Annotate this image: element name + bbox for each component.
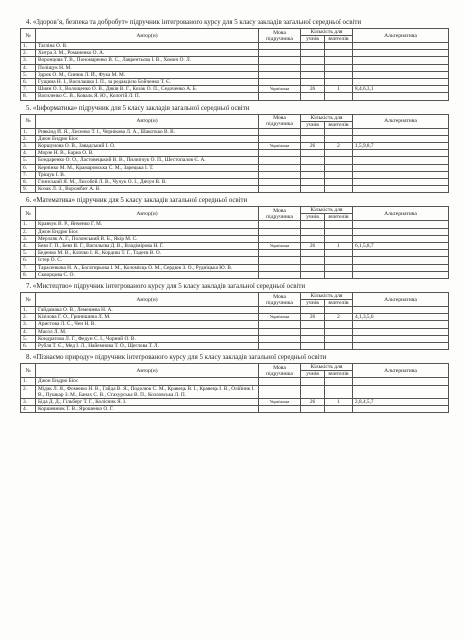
- row-number: 6.: [21, 257, 36, 264]
- alternative-cell: 2,8,4,5,7: [353, 398, 449, 405]
- book-table: [20, 206, 449, 279]
- row-number: 6.: [21, 79, 36, 86]
- row-number: 3.: [21, 143, 36, 150]
- language-cell: [259, 257, 301, 264]
- row-number: 7.: [21, 86, 36, 93]
- row-number: 4.: [21, 150, 36, 157]
- teachers-count: [325, 264, 353, 271]
- row-number: 2.: [21, 314, 36, 321]
- teachers-count: [325, 43, 353, 50]
- row-number: 1.: [21, 43, 36, 50]
- section: [20, 354, 450, 413]
- alternative-cell: 8,4,6,3,1: [353, 86, 449, 93]
- language-cell: [259, 50, 301, 57]
- language-cell: [259, 307, 301, 314]
- header-language: Мова підручника: [259, 364, 301, 378]
- alternative-cell: [353, 271, 449, 278]
- table-row: [21, 150, 449, 157]
- language-cell: [259, 179, 301, 186]
- alternative-cell: [353, 157, 449, 164]
- alternative-cell: [353, 257, 449, 264]
- teachers-count: [325, 171, 353, 178]
- table-row: [21, 271, 449, 278]
- language-cell: [259, 135, 301, 142]
- students-count: [301, 343, 325, 350]
- alternative-cell: [353, 307, 449, 314]
- students-count: [301, 271, 325, 278]
- table-row: [21, 314, 449, 321]
- teachers-count: [325, 64, 353, 71]
- teachers-count: 1: [325, 398, 353, 405]
- alternative-cell: [353, 135, 449, 142]
- language-cell: Українська: [259, 143, 301, 150]
- table-row: [21, 179, 449, 186]
- language-cell: [259, 328, 301, 335]
- students-count: [301, 50, 325, 57]
- table-row: [21, 71, 449, 78]
- teachers-count: [325, 128, 353, 135]
- section-title: 4. «Здоров’я, безпека та добробут» підручник інтегрованого курсу для 5 класу закладів загальної середньої освіти: [26, 19, 362, 26]
- author-cell: Джон Ендрю Біос: [36, 378, 259, 385]
- language-cell: [259, 343, 301, 350]
- row-number: 6.: [21, 164, 36, 171]
- table-row: [21, 221, 449, 228]
- language-cell: [259, 228, 301, 235]
- students-count: [301, 164, 325, 171]
- students-count: [301, 378, 325, 385]
- author-cell: Тагліна О. В.: [36, 43, 259, 50]
- header-alternative: Альтернатива: [353, 364, 449, 378]
- section: [20, 197, 450, 279]
- teachers-count: [325, 321, 353, 328]
- students-count: [301, 221, 325, 228]
- section-title: 8. «Пізнаємо природу» підручник інтегрованого курсу для 5 класу закладів загальної середньої освіти: [26, 354, 327, 362]
- alternative-cell: [353, 93, 449, 100]
- teachers-count: [325, 179, 353, 186]
- teachers-count: [325, 150, 353, 157]
- author-cell: Масол Л. М.: [36, 328, 259, 335]
- teachers-count: 1: [325, 86, 353, 93]
- students-count: [301, 186, 325, 193]
- row-number: 8.: [21, 93, 36, 100]
- alternative-cell: [353, 385, 449, 398]
- author-cell: Здрок О. М., Синюк Л. Й., Фука М. М.: [36, 71, 259, 78]
- alternative-cell: [353, 328, 449, 335]
- language-cell: Українська: [259, 398, 301, 405]
- header-num: №: [21, 364, 36, 378]
- students-count: [301, 250, 325, 257]
- alternative-cell: [353, 228, 449, 235]
- alternative-cell: [353, 79, 449, 86]
- students-count: [301, 128, 325, 135]
- language-cell: [259, 221, 301, 228]
- table-row: [21, 235, 449, 242]
- row-number: 5.: [21, 71, 36, 78]
- row-number: 1.: [21, 378, 36, 385]
- language-cell: [259, 171, 301, 178]
- alternative-cell: [353, 378, 449, 385]
- author-cell: Воронцова Т. В., Пономаренко В. С., Лаврентьєва І. В., Хомич О. Л.: [36, 57, 259, 64]
- teachers-count: [325, 157, 353, 164]
- book-table: [20, 292, 449, 350]
- teachers-count: [325, 328, 353, 335]
- language-cell: [259, 335, 301, 342]
- language-cell: [259, 186, 301, 193]
- author-cell: Кондратова Л. Г., Федун С. І., Чорний О. В.: [36, 335, 259, 342]
- alternative-cell: [353, 179, 449, 186]
- author-cell: Ривкінд Й. Я., Лисенко Т. І., Чернікова Л. А., Шакотько В. В.: [36, 128, 259, 135]
- row-number: 5.: [21, 335, 36, 342]
- students-count: [301, 64, 325, 71]
- header-students: учнів: [301, 300, 325, 307]
- header-num: №: [21, 207, 36, 221]
- alternative-cell: [353, 71, 449, 78]
- header-language: Мова підручника: [259, 293, 301, 307]
- teachers-count: [325, 235, 353, 242]
- header-students: учнів: [301, 121, 325, 128]
- language-cell: [259, 64, 301, 71]
- row-number: 1.: [21, 221, 36, 228]
- teachers-count: [325, 250, 353, 257]
- row-number: 5.: [21, 157, 36, 164]
- row-number: 2.: [21, 50, 36, 57]
- table-row: [21, 86, 449, 93]
- author-cell: Тарасенкова Н. А., Богатирьова І. М., Коломієць О. М., Сердюк З. О., Рудніцька Ю. В.: [36, 264, 259, 271]
- row-number: 7.: [21, 264, 36, 271]
- table-row: [21, 250, 449, 257]
- students-count: 26: [301, 86, 325, 93]
- author-cell: Морзе Н. В., Барна О. В.: [36, 150, 259, 157]
- author-cell: Скворцова С. О.: [36, 271, 259, 278]
- author-cell: Аристова Л. С., Чен Н. В.: [36, 321, 259, 328]
- teachers-count: 2: [325, 314, 353, 321]
- row-number: 3.: [21, 235, 36, 242]
- teachers-count: [325, 228, 353, 235]
- table-row: [21, 378, 449, 385]
- document-page: [20, 19, 450, 417]
- header-language: Мова підручника: [259, 29, 301, 43]
- alternative-cell: [353, 235, 449, 242]
- header-students: учнів: [301, 36, 325, 43]
- alternative-cell: [353, 186, 449, 193]
- row-number: 4.: [21, 328, 36, 335]
- table-row: [21, 93, 449, 100]
- author-cell: Коршунова О. В., Завадський І. О.: [36, 143, 259, 150]
- table-row: [21, 228, 449, 235]
- teachers-count: [325, 406, 353, 413]
- table-row: [21, 321, 449, 328]
- table-row: [21, 50, 449, 57]
- teachers-count: 1: [325, 243, 353, 250]
- students-count: [301, 71, 325, 78]
- header-teachers: вчителів: [325, 36, 353, 43]
- language-cell: [259, 43, 301, 50]
- header-alternative: Альтернатива: [353, 207, 449, 221]
- alternative-cell: [353, 64, 449, 71]
- language-cell: [259, 57, 301, 64]
- table-row: [21, 186, 449, 193]
- language-cell: [259, 157, 301, 164]
- teachers-count: [325, 186, 353, 193]
- table-row: [21, 257, 449, 264]
- header-quantity: Кількість для: [301, 207, 353, 214]
- header-teachers: вчителів: [325, 300, 353, 307]
- header-quantity: Кількість для: [301, 114, 353, 121]
- students-count: [301, 321, 325, 328]
- teachers-count: 2: [325, 143, 353, 150]
- language-cell: [259, 378, 301, 385]
- teachers-count: [325, 135, 353, 142]
- students-count: [301, 264, 325, 271]
- teachers-count: [325, 378, 353, 385]
- table-row: [21, 307, 449, 314]
- language-cell: [259, 164, 301, 171]
- header-students: учнів: [301, 371, 325, 378]
- author-cell: Шиян О. І., Волощенко О. В., Дяків В. Г., Козак О. П., Седоченко А. Б.: [36, 86, 259, 93]
- alternative-cell: 6,1,5,8,7: [353, 243, 449, 250]
- table-row: [21, 385, 449, 398]
- students-count: [301, 93, 325, 100]
- table-row: [21, 157, 449, 164]
- language-cell: [259, 79, 301, 86]
- teachers-count: [325, 335, 353, 342]
- header-num: №: [21, 29, 36, 43]
- table-row: [21, 79, 449, 86]
- students-count: [301, 406, 325, 413]
- table-row: [21, 243, 449, 250]
- section-title: 7. «Мистецтво» підручник інтегрованого курсу для 5 класу закладів загальної середньої освіти: [26, 283, 306, 291]
- author-cell: Козак Л. З., Ворожбит А. В.: [36, 186, 259, 193]
- row-number: 2.: [21, 228, 36, 235]
- alternative-cell: 4,1,3,5,6: [353, 314, 449, 321]
- teachers-count: [325, 385, 353, 398]
- row-number: 4.: [21, 64, 36, 71]
- teachers-count: [325, 343, 353, 350]
- book-table: [20, 363, 449, 413]
- language-cell: Українська: [259, 243, 301, 250]
- teachers-count: [325, 307, 353, 314]
- students-count: [301, 335, 325, 342]
- alternative-cell: [353, 50, 449, 57]
- table-row: [21, 64, 449, 71]
- teachers-count: [325, 271, 353, 278]
- author-cell: Мерзляк А. Г., Полонський В. Б., Якір М. С.: [36, 235, 259, 242]
- header-quantity: Кількість для: [301, 364, 353, 371]
- row-number: 2.: [21, 385, 36, 398]
- header-teachers: вчителів: [325, 121, 353, 128]
- table-row: [21, 343, 449, 350]
- teachers-count: [325, 79, 353, 86]
- section: [20, 283, 450, 350]
- section: [20, 19, 450, 101]
- row-number: 9.: [21, 186, 36, 193]
- students-count: [301, 79, 325, 86]
- author-cell: Коршевнюк Т. В., Ярошенко О. Г.: [36, 406, 259, 413]
- teachers-count: [325, 57, 353, 64]
- table-row: [21, 43, 449, 50]
- students-count: [301, 257, 325, 264]
- header-alternative: Альтернатива: [353, 29, 449, 43]
- language-cell: [259, 271, 301, 278]
- language-cell: [259, 150, 301, 157]
- language-cell: [259, 128, 301, 135]
- language-cell: [259, 264, 301, 271]
- author-cell: Бондаренко О. О., Ластовецький В. В., Пилипчук О. П., Шестопалов Є. А.: [36, 157, 259, 164]
- alternative-cell: 1,5,9,8,7: [353, 143, 449, 150]
- author-cell: Рубля Т. Є., Мед І. Л., Найемнова Т. О., Щеглова Т. Л.: [36, 343, 259, 350]
- students-count: [301, 307, 325, 314]
- row-number: 3.: [21, 321, 36, 328]
- author-cell: Василенко С. В., Коваль Я. Ю., Колотій Л. П.: [36, 93, 259, 100]
- teachers-count: [325, 50, 353, 57]
- header-quantity: Кількість для: [301, 293, 353, 300]
- teachers-count: [325, 71, 353, 78]
- author-cell: Кернінко М. М., Крамаровська С. М., Зарецька І. Т.: [36, 164, 259, 171]
- row-number: 6.: [21, 343, 36, 350]
- students-count: 26: [301, 243, 325, 250]
- students-count: [301, 150, 325, 157]
- author-cell: Джон Ендрю Біос: [36, 135, 259, 142]
- alternative-cell: [353, 343, 449, 350]
- language-cell: [259, 93, 301, 100]
- students-count: 26: [301, 398, 325, 405]
- header-language: Мова підручника: [259, 114, 301, 128]
- header-author: Автор(и): [36, 293, 259, 307]
- table-row: [21, 398, 449, 405]
- alternative-cell: [353, 128, 449, 135]
- table-row: [21, 328, 449, 335]
- header-students: учнів: [301, 214, 325, 221]
- author-cell: Глинський Я. М., Лисобей Л. В., Чучук О. І., Дячун В. В.: [36, 179, 259, 186]
- row-number: 4.: [21, 243, 36, 250]
- language-cell: Українська: [259, 86, 301, 93]
- alternative-cell: [353, 164, 449, 171]
- table-row: [21, 128, 449, 135]
- table-row: [21, 143, 449, 150]
- row-number: 1.: [21, 128, 36, 135]
- alternative-cell: [353, 43, 449, 50]
- language-cell: [259, 71, 301, 78]
- section-title: 5. «Інформатика» підручник для 5 класу закладів загальної середньої освіти: [26, 104, 250, 112]
- table-row: [21, 264, 449, 271]
- students-count: [301, 43, 325, 50]
- row-number: 8.: [21, 179, 36, 186]
- table-row: [21, 335, 449, 342]
- students-count: [301, 179, 325, 186]
- alternative-cell: [353, 171, 449, 178]
- header-teachers: вчителів: [325, 214, 353, 221]
- row-number: 2.: [21, 135, 36, 142]
- alternative-cell: [353, 335, 449, 342]
- header-author: Автор(и): [36, 29, 259, 43]
- table-row: [21, 135, 449, 142]
- teachers-count: [325, 221, 353, 228]
- table-row: [21, 164, 449, 171]
- author-cell: Поліщук Н. М.: [36, 64, 259, 71]
- author-cell: Гущина Н. І., Василашко І. П., за редакцією Бойченко Т. Є.: [36, 79, 259, 86]
- header-quantity: Кількість для: [301, 29, 353, 36]
- students-count: 26: [301, 314, 325, 321]
- header-author: Автор(и): [36, 364, 259, 378]
- book-table: [20, 114, 449, 194]
- row-number: 3.: [21, 57, 36, 64]
- language-cell: Українська: [259, 314, 301, 321]
- header-author: Автор(и): [36, 114, 259, 128]
- section-title: 6. «Математика» підручник для 5 класу закладів загальної середньої освіти: [26, 197, 248, 205]
- author-cell: Бевз Г. П., Бевз В. Г., Васильєва Д. В., Владімірова Н. Г.: [36, 243, 259, 250]
- language-cell: [259, 385, 301, 398]
- students-count: [301, 171, 325, 178]
- alternative-cell: [353, 150, 449, 157]
- alternative-cell: [353, 406, 449, 413]
- alternative-cell: [353, 221, 449, 228]
- language-cell: [259, 235, 301, 242]
- row-number: 8.: [21, 271, 36, 278]
- author-cell: Тріщук І. В.: [36, 171, 259, 178]
- header-alternative: Альтернатива: [353, 114, 449, 128]
- students-count: [301, 328, 325, 335]
- students-count: [301, 385, 325, 398]
- alternative-cell: [353, 321, 449, 328]
- table-row: [21, 57, 449, 64]
- row-number: 1.: [21, 307, 36, 314]
- language-cell: [259, 406, 301, 413]
- students-count: [301, 157, 325, 164]
- students-count: [301, 135, 325, 142]
- header-language: Мова підручника: [259, 207, 301, 221]
- alternative-cell: [353, 264, 449, 271]
- header-author: Автор(и): [36, 207, 259, 221]
- table-row: [21, 171, 449, 178]
- students-count: [301, 235, 325, 242]
- author-cell: Мідак Л. Я., Фоменко Н. В., Гайда В. Я., Подолюк С. М., Кравець В. І., Кравець І. В., Олійник І. В., Пушкар З. М., Банах С. В., Стахурська В. П., Козловська Л. П.: [36, 385, 259, 398]
- row-number: 5.: [21, 250, 36, 257]
- students-count: 26: [301, 143, 325, 150]
- teachers-count: [325, 93, 353, 100]
- header-num: №: [21, 114, 36, 128]
- students-count: [301, 228, 325, 235]
- section: [20, 105, 450, 194]
- row-number: 4.: [21, 406, 36, 413]
- row-number: 3.: [21, 398, 36, 405]
- header-num: №: [21, 293, 36, 307]
- teachers-count: [325, 164, 353, 171]
- author-cell: Хитра З. М., Романенко О. А.: [36, 50, 259, 57]
- author-cell: Біда Д. Д., Гільберг Т. Г., Колісник Я. І.: [36, 398, 259, 405]
- author-cell: Гайдамака О. В., Лемешева Н. А.: [36, 307, 259, 314]
- students-count: [301, 57, 325, 64]
- author-cell: Істер О. С.: [36, 257, 259, 264]
- language-cell: [259, 250, 301, 257]
- book-table: [20, 28, 449, 101]
- alternative-cell: [353, 250, 449, 257]
- table-row: [21, 406, 449, 413]
- author-cell: Беденко М. В., Клочко І. Я., Кордиш Т. Г., Тадеєв В. О.: [36, 250, 259, 257]
- alternative-cell: [353, 57, 449, 64]
- author-cell: Кізілова Г. О., Гринишина Л. М.: [36, 314, 259, 321]
- header-alternative: Альтернатива: [353, 293, 449, 307]
- header-teachers: вчителів: [325, 371, 353, 378]
- author-cell: Джон Ендрю Біос: [36, 228, 259, 235]
- language-cell: [259, 321, 301, 328]
- teachers-count: [325, 257, 353, 264]
- author-cell: Кравчук В. Р., Янченко Г. М.: [36, 221, 259, 228]
- row-number: 7.: [21, 171, 36, 178]
